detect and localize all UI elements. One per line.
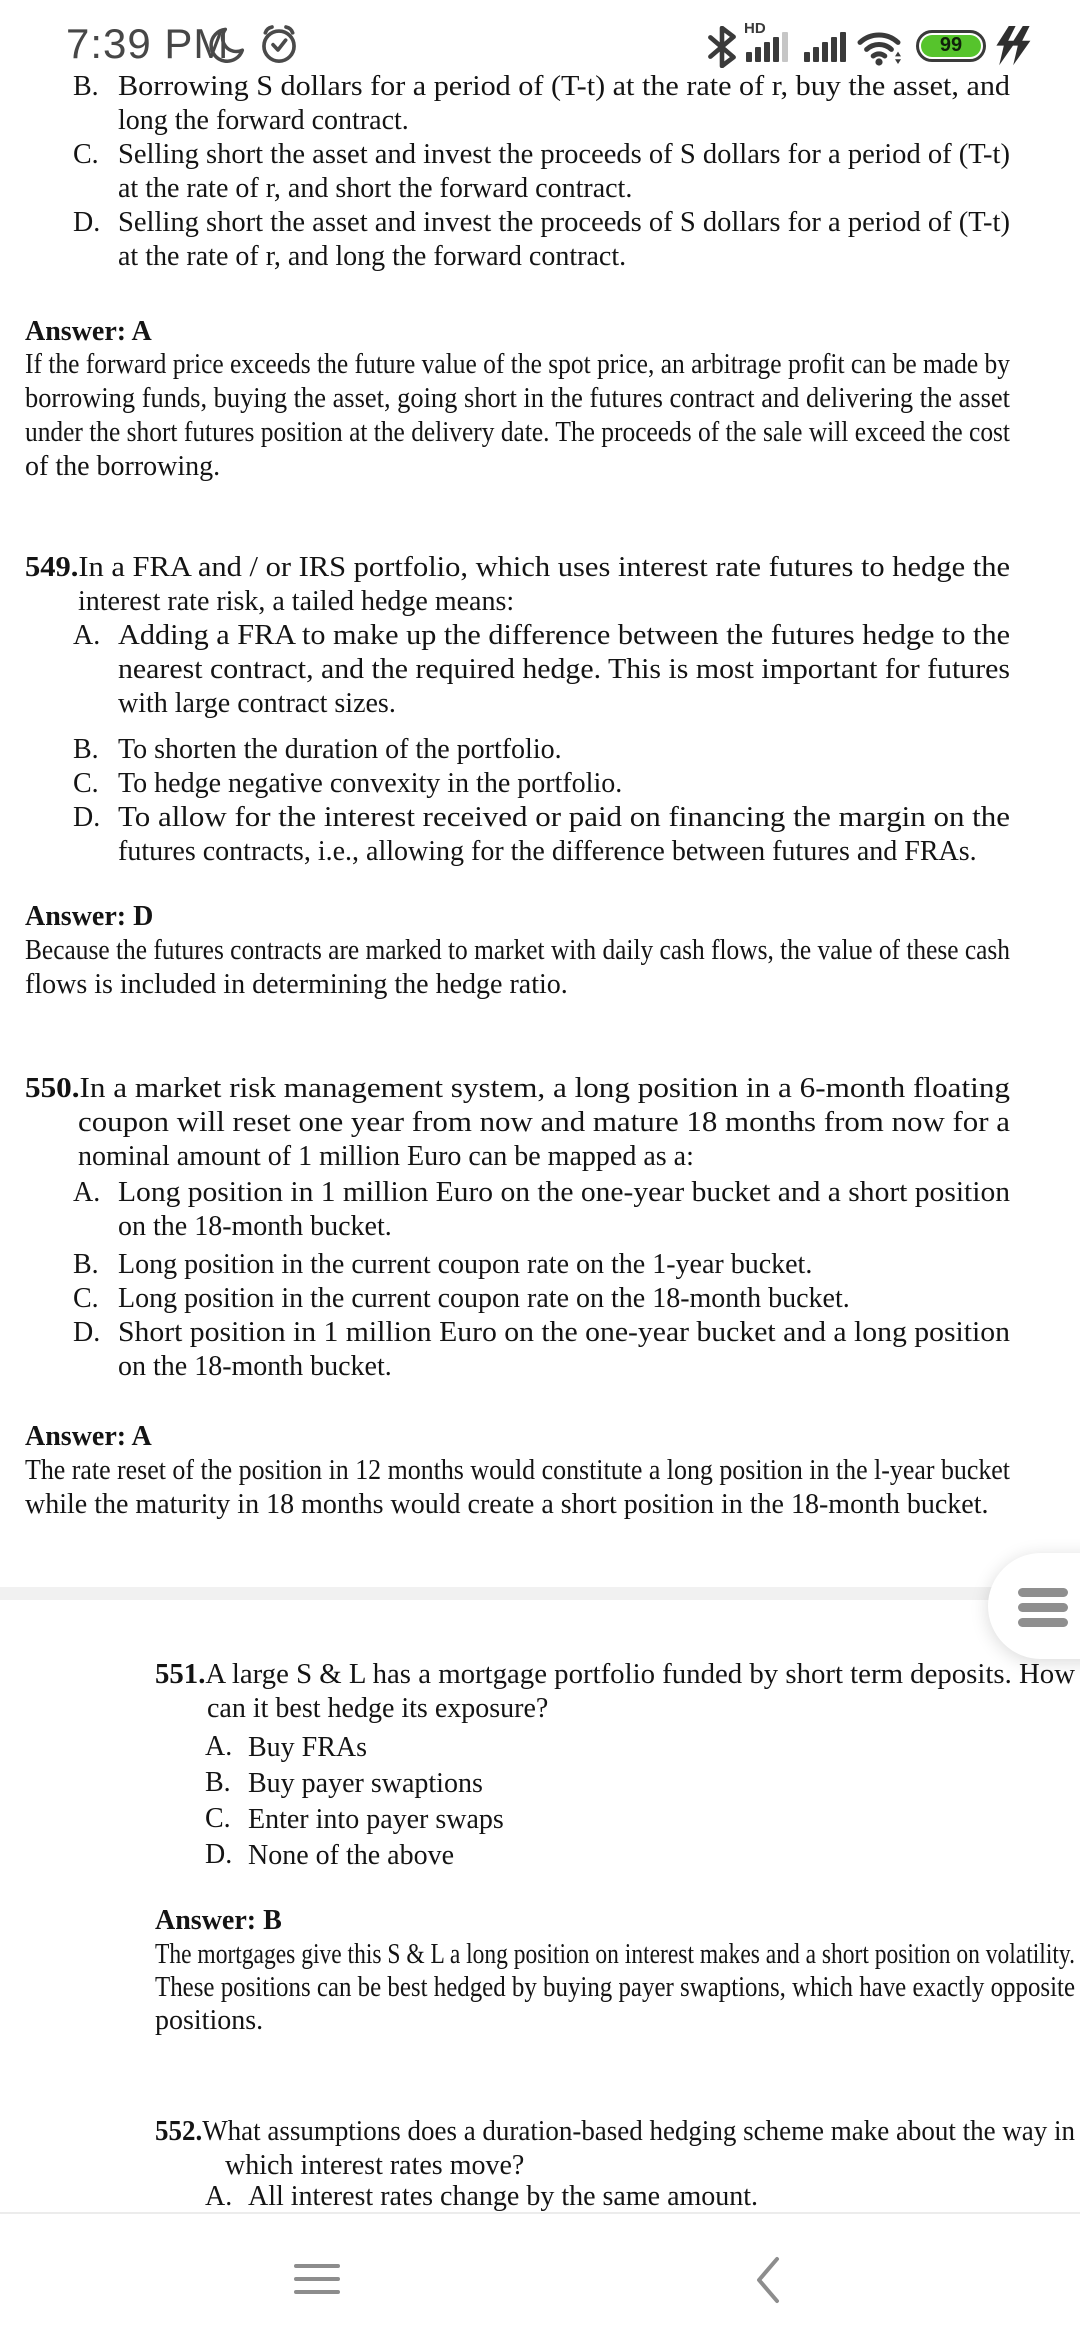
- option-letter: B.: [73, 71, 99, 102]
- option-letter: A.: [73, 1177, 101, 1208]
- option-b-551: [155, 1766, 1075, 1802]
- option-c-551: [155, 1802, 1075, 1838]
- option-text-line: with large contract sizes.: [118, 688, 396, 719]
- explanation-line: under the short futures position at the delivery date. The proceeds of the sale will exceed the cost: [25, 417, 1010, 448]
- floating-menu-button[interactable]: [988, 1553, 1080, 1659]
- explanation-line: Because the futures contracts are marked to market with daily cash flows, the value of these cash: [25, 935, 1010, 966]
- option-text-line: at the rate of r, and long the forward contract.: [118, 241, 627, 272]
- option-letter: A.: [205, 1731, 233, 1762]
- bottom-navigation-bar: [0, 2212, 1080, 2340]
- explanation-line: flows is included in determining the hedge ratio.: [25, 969, 568, 1000]
- question-text-line: In a market risk management system, a long position in a 6-month floating: [79, 1073, 1010, 1104]
- moon-icon: [208, 24, 248, 66]
- option-c-548: [25, 138, 1010, 206]
- option-letter: C.: [205, 1803, 231, 1834]
- question-number: 551.: [155, 1659, 206, 1690]
- option-letter: B.: [73, 1249, 99, 1280]
- explanation-551: [155, 1938, 1075, 2037]
- option-text-line: All interest rates change by the same amount.: [248, 2181, 759, 2212]
- question-text-line: which interest rates move?: [225, 2150, 525, 2181]
- option-a-550: [25, 1176, 1010, 1244]
- option-d-550: [25, 1316, 1010, 1384]
- option-letter: A.: [205, 2181, 233, 2212]
- status-bar: [0, 0, 1080, 72]
- answer-550: Answer: A: [25, 1421, 152, 1452]
- answer-549: Answer: D: [25, 901, 154, 932]
- option-b-549: [25, 733, 1010, 767]
- option-a-549: [25, 619, 1010, 721]
- explanation-550: [25, 1454, 1010, 1522]
- option-text-line: Adding a FRA to make up the difference between the futures hedge to the: [118, 620, 1010, 651]
- explanation-line: These positions can be best hedged by buying payer swaptions, which have exactly opposite: [155, 1972, 1075, 2003]
- option-d-551: [155, 1838, 1075, 1874]
- question-550: [25, 1072, 1010, 1174]
- option-text-line: Long position in the current coupon rate on the 18-month bucket.: [118, 1283, 850, 1314]
- question-549: [25, 551, 1010, 619]
- question-text-line: can it best hedge its exposure?: [207, 1693, 549, 1724]
- answer-551: Answer: B: [155, 1905, 282, 1936]
- explanation-line: borrowing funds, buying the asset, going short in the futures contract and delivering the asset: [25, 383, 1010, 414]
- option-text-line: Long position in the current coupon rate on the 1-year bucket.: [118, 1249, 813, 1280]
- option-text-line: Long position in 1 million Euro on the one-year bucket and a short position: [118, 1177, 1011, 1208]
- question-number: 549.: [25, 552, 79, 583]
- option-letter: D.: [73, 1317, 101, 1348]
- option-text-line: futures contracts, i.e., allowing for the difference between futures and FRAs.: [118, 836, 977, 867]
- menu-button[interactable]: [284, 2254, 350, 2304]
- option-text-line: on the 18-month bucket.: [118, 1211, 392, 1242]
- option-text-line: To hedge negative convexity in the portfolio.: [118, 768, 623, 799]
- alarm-icon: [258, 22, 300, 66]
- chevron-left-icon: [759, 2259, 777, 2301]
- option-text-line: Borrowing S dollars for a period of (T-t) at the rate of r, buy the asset, and: [118, 71, 1010, 102]
- option-c-549: [25, 767, 1010, 801]
- option-text-line: Buy FRAs: [248, 1732, 368, 1763]
- option-text-line: Short position in 1 million Euro on the one-year bucket and a long position: [118, 1317, 1010, 1348]
- question-text-line: A large S & L has a mortgage portfolio funded by short term deposits. How: [205, 1659, 1075, 1690]
- option-letter: B.: [73, 734, 99, 765]
- battery-indicator: [916, 30, 986, 62]
- explanation-line: If the forward price exceeds the future value of the spot price, an arbitrage profit can be made by: [25, 349, 1010, 380]
- option-text-line: Enter into payer swaps: [248, 1804, 504, 1835]
- option-text-line: at the rate of r, and short the forward contract.: [118, 173, 633, 204]
- question-text-line: interest rate risk, a tailed hedge means:: [78, 586, 515, 617]
- question-text-line: nominal amount of 1 million Euro can be mapped as a:: [78, 1141, 694, 1172]
- explanation-line: while the maturity in 18 months would create a short position in the 18-month bucket.: [25, 1489, 989, 1520]
- page-gap-band: [0, 1587, 1080, 1600]
- hd-volte-label: HD: [744, 20, 766, 37]
- option-letter: D.: [73, 207, 101, 238]
- question-551: [155, 1658, 1075, 1726]
- question-number: 552.: [155, 2116, 203, 2147]
- explanation-548: [25, 348, 1010, 484]
- option-letter: C.: [73, 1283, 99, 1314]
- question-number: 550.: [25, 1073, 80, 1104]
- option-text-line: long the forward contract.: [118, 105, 409, 136]
- option-text-line: To shorten the duration of the portfolio.: [118, 734, 562, 765]
- option-letter: D.: [73, 802, 101, 833]
- option-letter: C.: [73, 768, 99, 799]
- option-text-line: Selling short the asset and invest the proceeds of S dollars for a period of (T-t): [118, 207, 1010, 238]
- option-d-548: [25, 206, 1010, 274]
- option-letter: B.: [205, 1767, 231, 1798]
- option-a-552: [155, 2180, 1075, 2214]
- explanation-line: The mortgages give this S & L a long position on interest makes and a short position on volatility.: [155, 1939, 1075, 1970]
- option-letter: A.: [73, 620, 101, 651]
- bluetooth-icon: [706, 26, 738, 68]
- explanation-line: positions.: [155, 2005, 264, 2036]
- question-text-line: In a FRA and / or IRS portfolio, which uses interest rate futures to hedge the: [78, 552, 1010, 583]
- option-text-line: None of the above: [248, 1840, 455, 1871]
- wifi-icon: [856, 26, 904, 68]
- battery-percent: 99: [939, 34, 963, 56]
- fast-charge-icon: [994, 26, 1032, 66]
- option-text-line: nearest contract, and the required hedge. This is most important for futures: [118, 654, 1010, 685]
- explanation-549: [25, 934, 1010, 1002]
- explanation-line: The rate reset of the position in 12 months would constitute a long position in the l-year bucket: [25, 1455, 1010, 1486]
- option-text-line: Selling short the asset and invest the proceeds of S dollars for a period of (T-t): [118, 139, 1010, 170]
- option-a-551: [155, 1730, 1075, 1766]
- option-b-548: [25, 70, 1010, 138]
- option-c-550: [25, 1282, 1010, 1316]
- question-text-line: What assumptions does a duration-based hedging scheme make about the way in: [202, 2116, 1075, 2147]
- clock-time: 7:39 PM: [66, 20, 230, 67]
- back-button[interactable]: [754, 2255, 782, 2305]
- option-text-line: To allow for the interest received or paid on financing the margin on the: [118, 802, 1011, 833]
- option-b-550: [25, 1248, 1010, 1282]
- answer-548: Answer: A: [25, 316, 152, 347]
- option-text-line: Buy payer swaptions: [248, 1768, 483, 1799]
- question-552: [155, 2115, 1075, 2183]
- option-letter: D.: [205, 1839, 233, 1870]
- question-text-line: coupon will reset one year from now and mature 18 months from now for a: [78, 1107, 1010, 1138]
- option-text-line: on the 18-month bucket.: [118, 1351, 392, 1382]
- option-d-549: [25, 801, 1010, 869]
- explanation-line: of the borrowing.: [25, 451, 221, 482]
- option-letter: C.: [73, 139, 99, 170]
